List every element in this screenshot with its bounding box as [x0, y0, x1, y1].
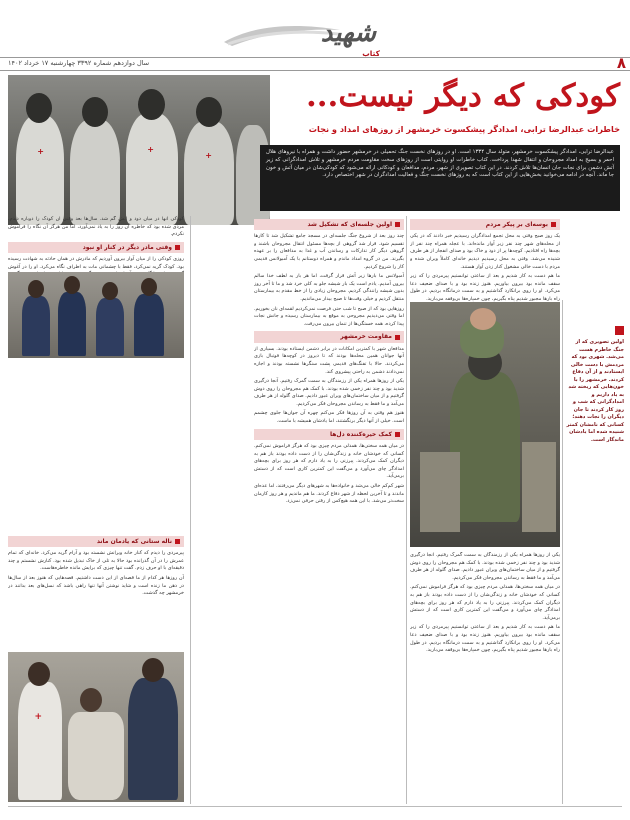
hero-photo-rescuers: + + + [8, 75, 270, 225]
issue-meta: سال دوازدهم شماره ۳۳۹۲ چهارشنبه ۱۷ خرداد ۱۴۰۲ [8, 59, 150, 67]
publication-logo: شهید [320, 18, 376, 48]
section-bullet-icon [395, 222, 400, 227]
paragraph: ما هم دست به کار شدیم و بعد از ساعتی توانستیم پیرمردی را که زیر سقف مانده بود بیرون بیاوریم. هنوز زنده بود و با صدای ضعیف دعا می‌کرد. او را روی برانکارد گذاشتیم و به سمت درمانگاه بردیم. در طول راه بارها مجبور شدیم پناه بگیریم، چون خمپاره‌ها بی‌وقفه می‌بارید. [410, 624, 560, 654]
paragraph: آن روزها هر کدام از ما قصه‌ای از این دست داشتیم. قصه‌هایی که هنوز بعد از سال‌ها در ذهن ما زنده است و شاید نوشتن آنها تنها راهی باشد که نسل‌های بعد بدانند در خرمشهر چه گذشت. [8, 575, 184, 597]
paragraph: یک روز صبح وقتی به محل تجمع امدادگران رسیدیم خبر دادند که در یکی از محله‌های شهر چند نفر زیر آوار مانده‌اند. با عجله همراه چند نفر از بچه‌ها راه افتادیم. کوچه‌ها پر از دود و خاک بود و صدای انفجار از هر طرف شنیده می‌شد. وقتی به محل رسیدیم دیدیم خانه‌ای کاملاً ویران شده و مردم با دست خالی مشغول کنار زدن آوار هستند. [410, 233, 560, 270]
paragraph: شهر کم‌کم خالی می‌شد و خانواده‌ها به شهرهای دیگر می‌رفتند، اما عده‌ای ماندند و تا آخرین لحظه از شهر دفاع کردند. ما هم ماندیم و هر روز کارمان سخت‌تر می‌شد. با این همه هیچ‌کس از رفتن حرفی نمی‌زد. [254, 482, 404, 505]
column-right-lower [410, 552, 560, 804]
sidebar-marker-icon [615, 326, 624, 335]
section-label: کتاب [362, 49, 380, 58]
column-left-lower [8, 533, 184, 653]
paragraph: چند روز بعد از شروع جنگ جلسه‌ای در مسجد جامع تشکیل شد تا کارها تقسیم شود. قرار شد گروهی از بچه‌ها مسئول انتقال مجروحان باشند و گروهی دیگر کار تدارکات و رساندن آب و غذا به مدافعان را بر عهده بگیرند. من در گروه امداد ماندم و همراه دوستانم با یک آمبولانس قدیمی کار را شروع کردیم. [254, 233, 404, 270]
paragraph: هنوز هم وقتی به آن روزها فکر می‌کنم چهره آن جوان‌ها جلوی چشمم است. خیلی از آنها دیگر برنگشتند، اما یادشان همیشه با ماست. [254, 410, 404, 425]
section-title: بوسه‌ای بر پیکر مردم [410, 219, 560, 230]
paragraph: روزهایی بود که از صبح تا شب حتی فرصت نمی‌کردیم لقمه‌ای نان بخوریم. اما وقتی می‌دیدیم مجروحی به موقع به بیمارستان رسیده و جانش نجات پیدا کرده، همه خستگی‌ها از تنمان بیرون می‌رفت. [254, 305, 404, 327]
photo-wounded-children: + [8, 652, 184, 802]
publication-brand [222, 14, 382, 62]
paragraph: آمبولانس ما بارها زیر آتش قرار گرفت، اما هر بار به لطف خدا سالم بیرون آمدیم. یادم است یک بار شیشه جلو به کلی خرد شد و ما تا آخر روز بدون شیشه رانندگی کردیم. مجروحان زیادی را از خط مقدم به بیمارستان منتقل کردیم و خیلی وقت‌ها تا صبح بیدار می‌ماندیم. [254, 273, 404, 303]
paragraph: یکی از روزها همراه یکی از رزمندگان به سمت گمرک رفتیم. آنجا درگیری شدید بود و چند نفر زخمی شده بودند. با کمک هم مجروحان را روی دوش گرفتیم و از میان ساختمان‌های ویران عبور دادیم. صدای گلوله از هر طرف می‌آمد و ما فقط به رساندن مجروحان فکر می‌کردیم. [254, 378, 404, 407]
sidebar-text: اولین تصویری که از جنگ خاطرم هست می‌شد. شهری بود که مردمش با دست خالی ایستادند و از آن دفاع کردند. خرمشهر را با خون‌هایی که ریخته شد به یاد داریم و امدادگرانی که شب و روز کار کردند تا جان دیگران را نجات دهند؛ کسانی که نامشان کمتر شنیده شده اما یادشان ماندگار است. [566, 339, 624, 443]
paragraph: در میان همه سختی‌ها، همدلی مردم چیزی بود که هرگز فراموش نمی‌کنم. کسانی که خودشان خانه و زندگی‌شان را از دست داده بودند باز هم به دیگران کمک می‌کردند. پیرزنی را به یاد دارم که هر روز برای بچه‌های امدادگر چای می‌آورد و می‌گفت این کمترین کاری است که از دستش برمی‌آید. [410, 584, 560, 621]
article-subhead: خاطرات عبدالرضا ترابی، امدادگر پیشکسوت خرمشهر از روزهای امداد و نجات [308, 124, 620, 134]
section-title: مقاومت خرمشهر [254, 331, 404, 342]
photo-rescue-team [8, 272, 184, 358]
paragraph: یکی از روزها همراه یکی از رزمندگان به سمت گمرک رفتیم. آنجا درگیری شدید بود و چند نفر زخمی شده بودند. با کمک هم مجروحان را روی دوش گرفتیم و از میان ساختمان‌های ویران عبور دادیم. صدای گلوله از هر طرف می‌آمد و ما فقط به رساندن مجروحان فکر می‌کردیم. [410, 552, 560, 581]
section-bullet-icon [395, 335, 400, 340]
section-bullet-icon [175, 539, 180, 544]
section-bullet-icon [395, 432, 400, 437]
bottom-rule [8, 806, 622, 807]
paragraph: مدافعان شهر با کمترین امکانات در برابر دشمن ایستاده بودند. بسیاری از آنها جوانان همین محله‌ها بودند که تا دیروز در کوچه‌ها فوتبال بازی می‌کردند. حالا با تفنگ‌های قدیمی پشت سنگرها نشسته بودند و اجازه نمی‌دادند دشمن به راحتی پیشروی کند. [254, 345, 404, 375]
section-bullet-icon [551, 222, 556, 227]
section-title: اولین جلسه‌ای که تشکیل شد [254, 219, 404, 230]
sidebar-quote [566, 326, 624, 444]
paragraph: در میان همه سختی‌ها، همدلی مردم چیزی بود که هرگز فراموش نمی‌کنم. کسانی که خودشان خانه و زندگی‌شان را از دست داده بودند باز هم به دیگران کمک می‌کردند. پیرزنی را به یاد دارم که هر روز برای بچه‌های امدادگر چای می‌آورد و می‌گفت این کمترین کاری است که از دستش برمی‌آید. [254, 442, 404, 480]
column-divider [406, 216, 407, 804]
section-title: وقتی مادر دیگر در کنار او نبود [8, 242, 184, 253]
page-number: ۸ [616, 54, 626, 72]
paragraph: روزی کودکی را از میان آوار بیرون آوردیم که مادرش در همان حادثه به شهادت رسیده بود. کودک گریه نمی‌کرد، فقط با چشمانی مات به اطراف نگاه می‌کرد. او را در آغوش [8, 256, 184, 270]
column-middle [254, 216, 404, 806]
column-divider [190, 216, 191, 804]
column-divider [562, 300, 563, 804]
article-headline: کودکی که دیگر نیست... [305, 78, 620, 114]
section-title: کمک خیره‌کننده دل‌ها [254, 429, 404, 440]
article-intro: عبدالرضا ترابی، امدادگر پیشکسوت خرمشهر، متولد سال ۱۳۳۴ است. او در روزهای نخست جنگ تحمیلی در خرمشهر حضور داشت و همراه با نیروهای هلال احمر و بسیج به امداد مجروحان و انتقال شهدا پرداخت. کتاب خاطرات او روایتی است از روزهای سخت مقاومت مردم خرمشهر و تلاش امدادگرانی که زیر آتش دشمن برای نجات جان انسان‌ها تلاش کردند. در این کتاب تصویری از شهر، مردم، مدافعان و کودکانی ارائه می‌شود که کودکی‌شان در میان آتش و خون جا ماند. آنچه در ادامه می‌خوانید بخش‌هایی از این کتاب است که به روزهای نخست جنگ و فعالیت امدادگران در شهر اختصاص دارد. [260, 145, 620, 211]
paragraph: کودکی آنها در میان دود و آتش گم شد. سال‌ها بعد وقتی آن کودک را دوباره دیدم، مردی شده بود که خاطره آن روز را به یاد نمی‌آورد، اما من هرگز آن نگاه را فراموش نکردم. [8, 216, 184, 238]
paragraph: پیرمردی را دیدم که کنار خانه ویرانش نشسته بود و آرام گریه می‌کرد. خانه‌ای که تمام عمرش را در آن گذرانده بود حالا به تلی از خاک تبدیل شده بود. کنارش نشستم و چند دقیقه‌ای با او حرف زدم. گفت تنها چیزی که برایش مانده خاطره‌هاست. [8, 550, 184, 572]
section-bullet-icon [175, 245, 180, 250]
section-title: ناله ستانی که یادمان ماند [8, 536, 184, 547]
photo-soldier-carrying-child [410, 302, 560, 547]
header-strip [0, 54, 630, 72]
paragraph: ما هم دست به کار شدیم و بعد از ساعتی توانستیم پیرمردی را که زیر سقف مانده بود بیرون بیاوریم. هنوز زنده بود و با صدای ضعیف دعا می‌کرد. او را روی برانکارد گذاشتیم و به سمت درمانگاه بردیم. در طول راه بارها مجبور شدیم پناه بگیریم، چون خمپاره‌ها بی‌وقفه می‌بارید. [410, 273, 560, 303]
